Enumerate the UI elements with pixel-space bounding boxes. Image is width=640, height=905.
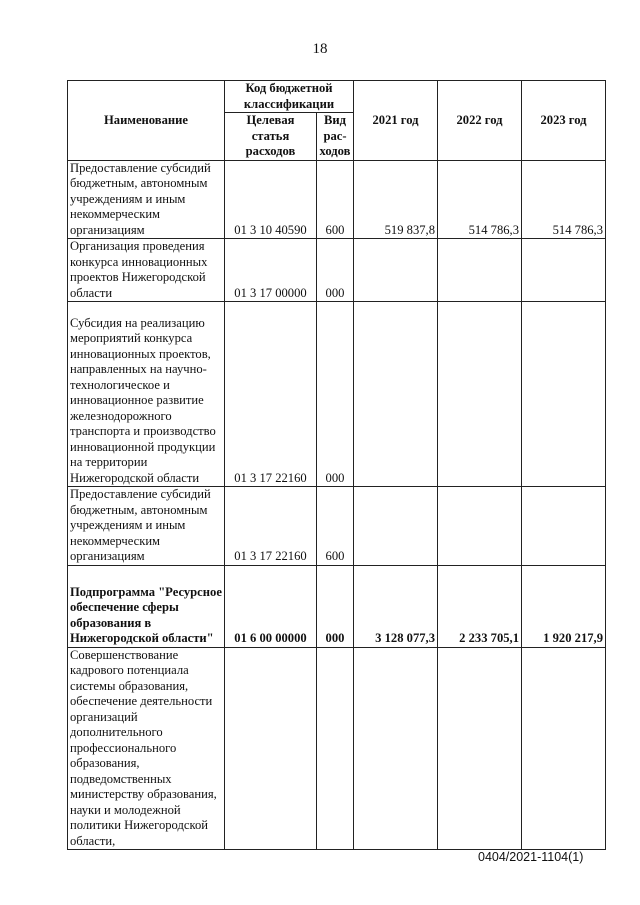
row-value-2022 xyxy=(438,302,522,487)
row-value-2022: 2 233 705,1 xyxy=(438,565,522,647)
row-name: Совершенствование кадрового потенциала системы образования, обеспечение деятельности организаций дополнительного профессионального образования, подведомственных министерству образования, науки и молодежной политики Нижегородской области, xyxy=(68,647,225,850)
row-expense-type: 000 xyxy=(317,565,354,647)
table-row xyxy=(68,239,606,302)
row-target-article: 01 3 17 22160 xyxy=(225,487,317,566)
row-value-2022 xyxy=(438,647,522,850)
header-name: Наименование xyxy=(68,81,225,161)
budget-table xyxy=(67,80,606,850)
row-value-2021 xyxy=(354,302,438,487)
table-row xyxy=(68,565,606,647)
table-row xyxy=(68,302,606,487)
row-expense-type: 600 xyxy=(317,160,354,239)
row-value-2023: 514 786,3 xyxy=(522,160,606,239)
row-name: Организация проведения конкурса инновационных проектов Нижегородской области xyxy=(68,239,225,302)
row-value-2023 xyxy=(522,487,606,566)
row-expense-type: 600 xyxy=(317,487,354,566)
row-expense-type: 000 xyxy=(317,302,354,487)
table-row xyxy=(68,487,606,566)
row-value-2023: 1 920 217,9 xyxy=(522,565,606,647)
row-name: Предоставление субсидий бюджетным, автономным учреждениям и иным некоммерческим организациям xyxy=(68,487,225,566)
row-value-2021 xyxy=(354,647,438,850)
page-number: 18 xyxy=(312,41,328,57)
document-code: 0404/2021-1104(1) xyxy=(478,850,584,864)
header-target-article: Целевая статья расходов xyxy=(225,113,317,161)
row-target-article: 01 6 00 00000 xyxy=(225,565,317,647)
row-value-2021: 519 837,8 xyxy=(354,160,438,239)
table-row xyxy=(68,160,606,239)
row-name: Субсидия на реализацию мероприятий конкурса инновационных проектов, направленных на научно-технологическое и инновационное развитие железнодорожного транспорта и производство инновационной продукции на территории Нижегородской области xyxy=(68,302,225,487)
row-expense-type: 000 xyxy=(317,239,354,302)
row-value-2023 xyxy=(522,302,606,487)
row-value-2023 xyxy=(522,647,606,850)
row-name: Подпрограмма "Ресурсное обеспечение сферы образования в Нижегородской области" xyxy=(68,565,225,647)
row-value-2022 xyxy=(438,487,522,566)
header-code-group: Код бюджетной классификации xyxy=(225,81,354,113)
row-name: Предоставление субсидий бюджетным, автономным учреждениям и иным некоммерческим организациям xyxy=(68,160,225,239)
table-row xyxy=(68,647,606,850)
row-value-2023 xyxy=(522,239,606,302)
row-expense-type xyxy=(317,647,354,850)
row-value-2021: 3 128 077,3 xyxy=(354,565,438,647)
header-2022: 2022 год xyxy=(438,81,522,161)
header-expense-type: Вид рас-ходов xyxy=(317,113,354,161)
row-value-2021 xyxy=(354,487,438,566)
row-target-article: 01 3 10 40590 xyxy=(225,160,317,239)
row-target-article: 01 3 17 22160 xyxy=(225,302,317,487)
row-value-2022 xyxy=(438,239,522,302)
row-value-2021 xyxy=(354,239,438,302)
header-2021: 2021 год xyxy=(354,81,438,161)
row-value-2022: 514 786,3 xyxy=(438,160,522,239)
row-target-article xyxy=(225,647,317,850)
header-2023: 2023 год xyxy=(522,81,606,161)
row-target-article: 01 3 17 00000 xyxy=(225,239,317,302)
